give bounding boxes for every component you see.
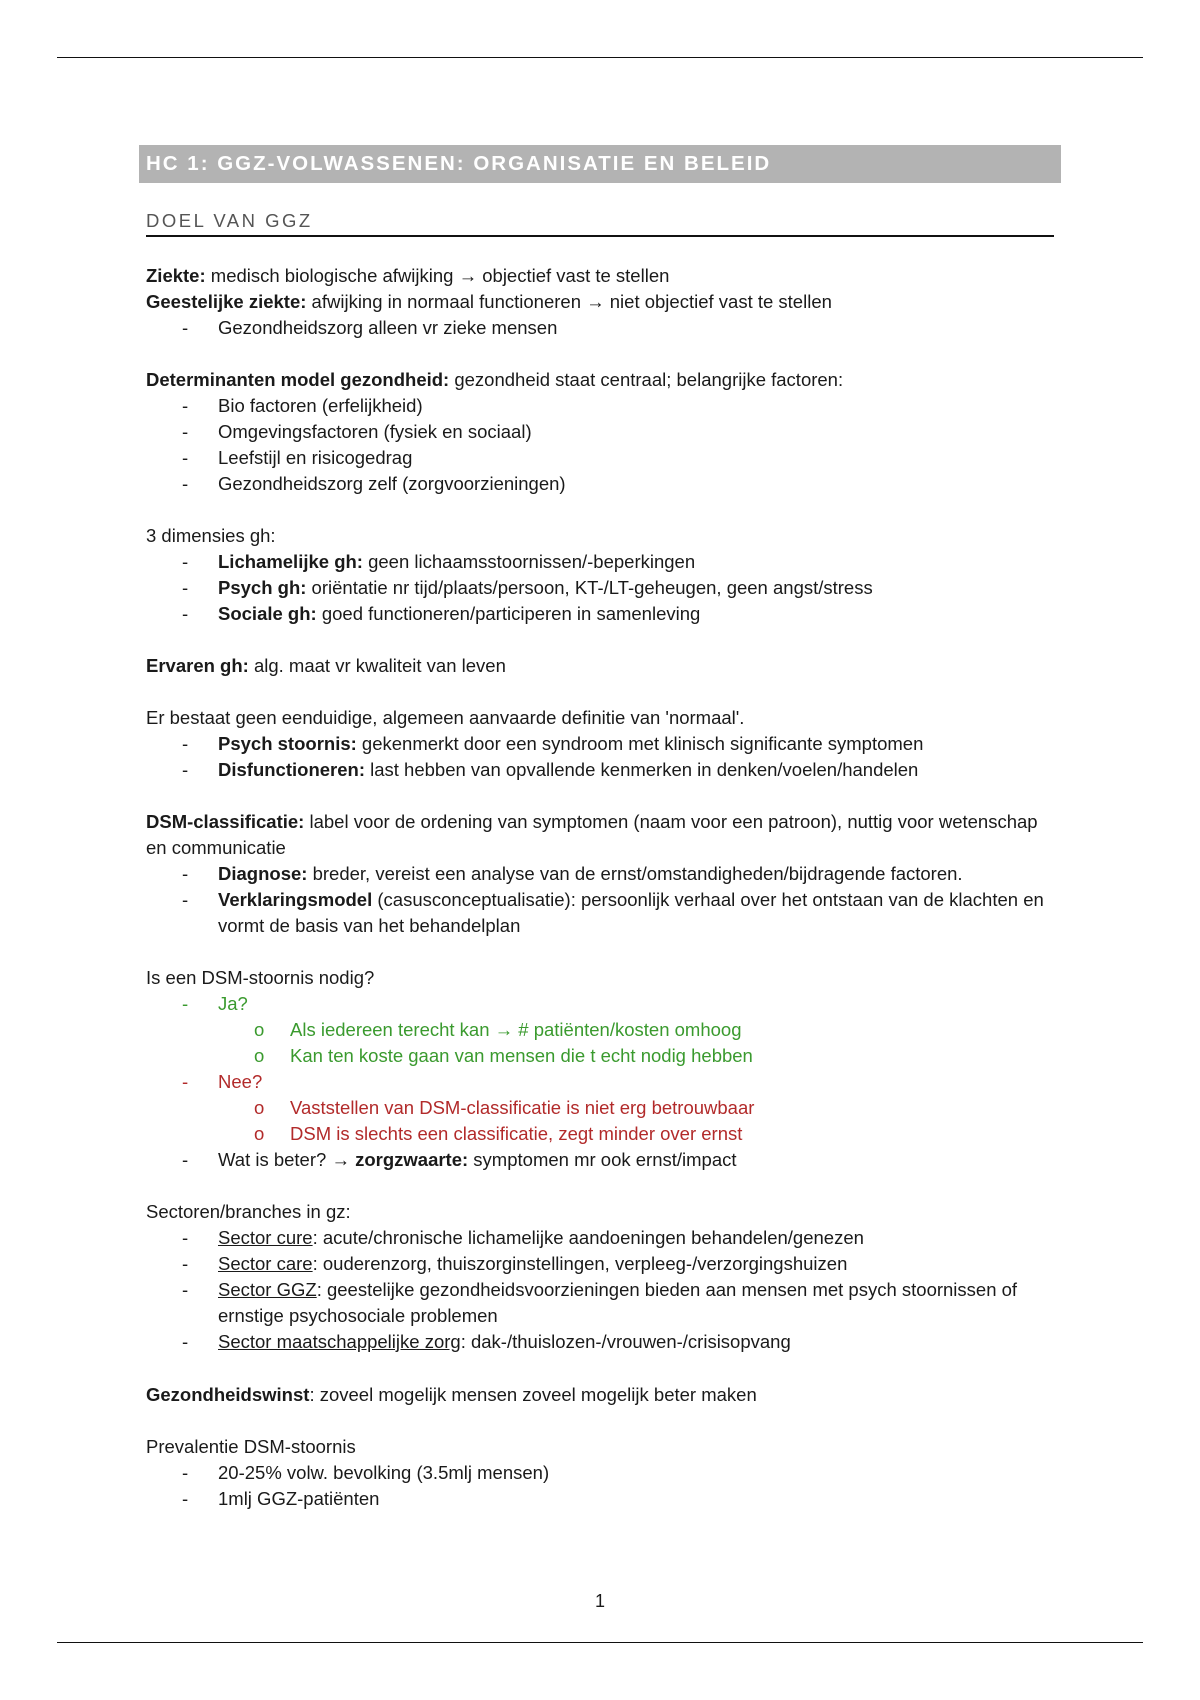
sub-item: o DSM is slechts een classificatie, zegt minder over ernst [218,1121,1061,1147]
definition: (casusconceptualisatie): persoonlijk verhaal over het ontstaan van de klachten en vormt de basis van het behandelplan [218,889,1044,936]
term: Psych gh: [218,577,307,598]
para-normaal: Er bestaat geen eenduidige, algemeen aanvaarde definitie van 'normaal'. [146,707,745,728]
list-item-nee [146,1069,1061,1147]
block-dimensies [146,523,1061,627]
definition: label voor de ordening van symptomen (naam voor een patroon), nuttig voor wetenschap en communicatie [146,811,1038,858]
bullet-list [146,1460,1061,1512]
list-item [146,887,1061,939]
term: Sociale gh: [218,603,317,624]
para-geestelijke-ziekte [146,289,1061,315]
block-dsm [146,809,1061,939]
section-heading: DOEL VAN GGZ [146,208,1054,237]
definition: goed functioneren/participeren in samenleving [316,603,701,624]
block-sectoren [146,1199,1061,1355]
term: Diagnose: [218,863,308,884]
term: Gezondheidswinst [146,1384,310,1405]
header-rule [57,57,1143,58]
term: Geestelijke ziekte: [146,291,307,312]
list-item: - Leefstijl en risicogedrag [146,445,1061,471]
sub-item: o Vaststellen van DSM-classificatie is niet erg betrouwbaar [218,1095,1061,1121]
para-ervaren [146,653,1061,679]
list-item [146,601,1061,627]
definition: : dak-/thuislozen-/vrouwen-/crisisopvang [460,1331,791,1352]
term: Ziekte: [146,265,206,286]
para-prevalentie: Prevalentie DSM-stoornis [146,1436,356,1457]
bullet-list [146,731,1061,783]
list-item: - 20-25% volw. bevolking (3.5mlj mensen) [146,1460,1061,1486]
sub-item: o Als iedereen terecht kan → # patiënten/kosten omhoog [218,1017,1061,1043]
definition: gekenmerkt door een syndroom met klinisch significante symptomen [356,733,924,754]
term: Psych stoornis: [218,733,357,754]
term: Lichamelijke gh: [218,551,363,572]
definition: : zoveel mogelijk mensen zoveel mogelijk beter maken [309,1384,757,1405]
list-item [146,575,1061,601]
list-item: - Gezondheidszorg alleen vr zieke mensen [146,315,1061,341]
block-normaal [146,705,1061,783]
page-number: 1 [594,1591,605,1611]
block-determinanten [146,367,1061,497]
para-dsm-nodig: Is een DSM-stoornis nodig? [146,967,375,988]
term: Sector GGZ [218,1279,317,1300]
term: Sector care [218,1253,313,1274]
para-dimensies: 3 dimensies gh: [146,525,276,546]
list-item [146,549,1061,575]
term: Sector maatschappelijke zorg [218,1331,461,1352]
bullet-list [146,861,1061,939]
footer-rule [57,1642,1143,1643]
para-determinanten [146,367,1061,393]
list-item [146,1251,1061,1277]
bullet-list [146,549,1061,627]
block-ervaren [146,653,1061,679]
term: Verklaringsmodel [218,889,373,910]
para-dsm [146,809,1061,861]
list-item [146,1329,1061,1355]
definition: breder, vereist een analyse van de ernst/omstandigheden/bijdragende factoren. [307,863,963,884]
block-prevalentie [146,1434,1061,1512]
block-gezondheidswinst [146,1382,1061,1408]
term: Sector cure [218,1227,313,1248]
term: zorgzwaarte: [355,1149,469,1170]
term: Disfunctioneren: [218,759,365,780]
list-item-ja [146,991,1061,1069]
definition: oriëntatie nr tijd/plaats/persoon, KT-/LT-geheugen, geen angst/stress [306,577,873,598]
bullet-list [146,1225,1061,1355]
list-item: - 1mlj GGZ-patiënten [146,1486,1061,1512]
definition: : geestelijke gezondheidsvoorzieningen bieden aan mensen met psych stoornissen of ernstige psychosociale problemen [218,1279,1018,1326]
definition: medisch biologische afwijking → objectief vast te stellen [205,265,670,286]
chapter-heading: HC 1: GGZ-VOLWASSENEN: ORGANISATIE EN BELEID [139,145,1061,183]
list-item [146,757,1061,783]
sub-list [218,1095,1061,1147]
sub-item: o Kan ten koste gaan van mensen die t echt nodig hebben [218,1043,1061,1069]
para-sectoren: Sectoren/branches in gz: [146,1201,351,1222]
term: Ervaren gh: [146,655,249,676]
definition: alg. maat vr kwaliteit van leven [248,655,506,676]
definition: : acute/chronische lichamelijke aandoeningen behandelen/genezen [312,1227,864,1248]
list-item [146,1147,1061,1173]
list-item [146,1225,1061,1251]
definition: : ouderenzorg, thuiszorginstellingen, verpleeg-/verzorgingshuizen [312,1253,848,1274]
text: Wat is beter? → [218,1149,356,1170]
document-body [146,145,1061,1512]
definition: symptomen mr ook ernst/impact [468,1149,737,1170]
list-item: - Bio factoren (erfelijkheid) [146,393,1061,419]
label: Nee? [218,1071,263,1092]
block-ziekte [146,263,1061,341]
list-item [146,861,1061,887]
list-item: - Omgevingsfactoren (fysiek en sociaal) [146,419,1061,445]
list-item [146,1277,1061,1329]
term: DSM-classificatie: [146,811,305,832]
definition: last hebben van opvallende kenmerken in denken/voelen/handelen [364,759,919,780]
definition: afwijking in normaal functioneren → niet objectief vast te stellen [306,291,832,312]
sub-list [218,1017,1061,1069]
list-item [146,731,1061,757]
bullet-list [146,315,1061,341]
bullet-list [146,393,1061,497]
bullet-list [146,991,1061,1173]
term: Determinanten model gezondheid: [146,369,450,390]
para-gezondheidswinst [146,1382,1061,1408]
label: Ja? [218,993,248,1014]
block-dsm-nodig [146,965,1061,1173]
para-ziekte [146,263,1061,289]
list-item: - Gezondheidszorg zelf (zorgvoorzieningen) [146,471,1061,497]
definition: gezondheid staat centraal; belangrijke factoren: [449,369,844,390]
definition: geen lichaamsstoornissen/-beperkingen [362,551,696,572]
